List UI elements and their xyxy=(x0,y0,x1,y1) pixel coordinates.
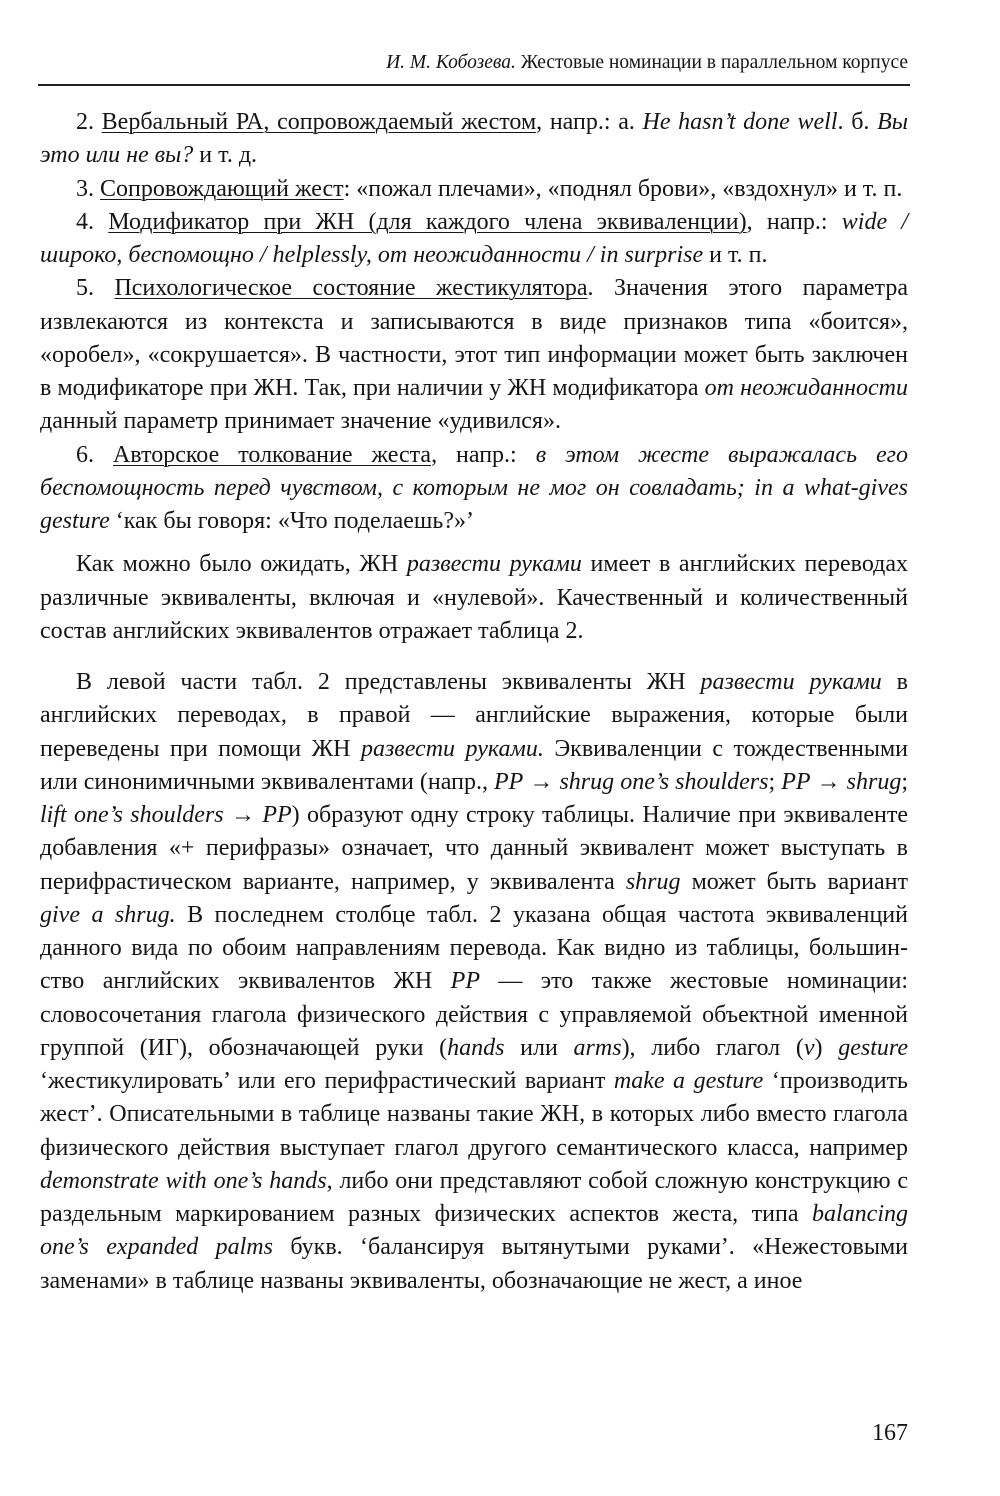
list-item-3 xyxy=(40,173,908,206)
item-text: . б. xyxy=(837,109,878,135)
page-number: 167 xyxy=(872,1420,908,1446)
list-item-5 xyxy=(40,272,908,438)
italic-run: gesture xyxy=(838,1034,908,1061)
italic-run: развести руками xyxy=(406,551,582,578)
text-run: ) xyxy=(814,1034,839,1061)
text-run: ; xyxy=(768,768,782,795)
item-example: wide / широко, беспомощно / helplessly, от неожиданности / in surprise xyxy=(40,208,909,268)
italic-run: arms xyxy=(573,1034,622,1061)
text-run: Как можно было ожидать, ЖН xyxy=(76,551,407,578)
italic-run: make a gesture xyxy=(613,1068,764,1094)
italic-run: demonstrate with one’s hands xyxy=(40,1167,327,1194)
item-number: 4. xyxy=(76,208,94,235)
running-head xyxy=(40,50,908,76)
text-run: В последнем столбце табл. 2 указана общая частота эквиваленций данного вида по обоим направлениям перевода. Как видно из таблицы, большинство английских эквивалентов ЖН xyxy=(40,901,908,995)
text-run: ‘жестикулировать’ или его перифрастический вариант xyxy=(40,1068,614,1094)
item-text: ‘как бы говоря: «Что поделаешь?»’ xyxy=(109,508,474,534)
list-item-6 xyxy=(40,439,908,539)
italic-run: v xyxy=(803,1034,815,1061)
italic-run: РР xyxy=(450,968,480,995)
italic-run: развести руками xyxy=(700,669,882,695)
italic-run: РР → shrug xyxy=(781,768,902,795)
running-head-author: И. М. Кобозева. xyxy=(386,52,516,73)
text-run: — это также жестовые номинации: словосочетания глагола физического действия с управляемой объектной именной группой (ИГ), обозначающей руки ( xyxy=(40,968,909,1061)
body-text xyxy=(40,106,908,1298)
text-run: В левой части табл. 2 представлены эквиваленты ЖН xyxy=(76,669,701,695)
item-example: от неожиданности xyxy=(704,375,909,401)
item-label: Модификатор при ЖН (для каждого члена эквиваленции) xyxy=(108,208,747,235)
italic-run: развести руками. xyxy=(360,735,544,762)
item-label: Сопровождающий жест xyxy=(100,175,344,202)
text-run: ), либо глагол ( xyxy=(621,1034,804,1061)
paragraph-2 xyxy=(40,666,908,1298)
item-number: 6. xyxy=(76,441,94,468)
text-run: Эквиваленции с тождественными или синонимичными эквивалентами (напр., xyxy=(40,735,908,795)
italic-run: give a shrug. xyxy=(40,901,176,928)
italic-run: hands xyxy=(447,1034,505,1061)
text-run: букв. ‘балансируя вытянутыми руками’. «Нежестовыми заменами» в таблице названы эквиваленты, обозначающие не жест, а иное xyxy=(40,1234,908,1294)
text-run: имеет в английских переводах различные эквиваленты, включая и «нулевой». Качественный и количественный состав английских эквивалентов отражает таблица 2. xyxy=(40,551,908,644)
text-run: ) образуют одну строку таблицы. Наличие при эквиваленте добавления «+ перифразы» означает, что данный эквивалент может выступать в перифрастическом варианте, например, у эквивалента xyxy=(40,802,908,895)
item-example: He hasn’t done well xyxy=(642,109,838,135)
item-number: 5. xyxy=(76,275,94,302)
list-item-2 xyxy=(40,106,908,173)
item-text: , напр.: xyxy=(431,441,536,468)
italic-run: lift one’s shoulders → РР xyxy=(40,802,292,828)
text-run: или xyxy=(504,1034,574,1061)
italic-run: shrug xyxy=(625,868,681,895)
item-text: , напр.: а. xyxy=(536,109,643,135)
item-text: : «пожал плечами», «поднял брови», «вздохнул» и т. п. xyxy=(343,175,903,202)
header-rule xyxy=(38,84,910,86)
text-run: ‘производить жест’. Описательными в таблице названы такие ЖН, в которых либо вместо глагола физического действия выступает глагол другого семантического класса, например xyxy=(40,1068,908,1161)
item-example: Вы это или не вы? xyxy=(40,109,908,169)
item-label: Вербальный РА, сопровождаемый жестом xyxy=(101,109,537,135)
item-text: . Значения этого параметра извлекаются из контекста и записываются в виде признаков типа «боится», «оробел», «сокрушается». В частности, этот тип информации может быть заключен в модификаторе при ЖН. Так, при наличии у ЖН модификатора xyxy=(40,275,908,401)
item-label: Психологическое состояние жестикулятора xyxy=(114,275,588,302)
item-text: и т. д. xyxy=(193,142,258,169)
item-text: данный параметр принимает значение «удивился». xyxy=(40,408,561,435)
paragraph-1 xyxy=(40,548,908,648)
list-item-4 xyxy=(40,206,908,273)
text-run: ; xyxy=(901,768,909,795)
item-example: в этом жесте выражалась его беспомощность перед чувством, с которым не мог он совладать; in a what-gives gesture xyxy=(40,441,908,534)
item-label: Авторское толкование жеста xyxy=(112,441,432,468)
text-run: , либо они представляют собой сложную конструкцию с раздельным маркированием разных физических аспектов жеста, типа xyxy=(40,1167,908,1227)
item-text: и т. п. xyxy=(703,242,768,268)
italic-run: РР → shrug one’s shoulders xyxy=(494,768,769,795)
italic-run: balancing one’s expanded palms xyxy=(40,1201,908,1261)
item-number: 2. xyxy=(76,109,94,135)
text-run: может быть вариант xyxy=(680,868,908,895)
item-text: , напр.: xyxy=(746,208,842,235)
text-run: в английских переводах, в правой — английские выражения, которые были переведены при помощи ЖН xyxy=(40,669,908,762)
running-head-title: Жестовые номинации в параллельном корпусе xyxy=(520,52,908,73)
item-number: 3. xyxy=(76,175,94,202)
